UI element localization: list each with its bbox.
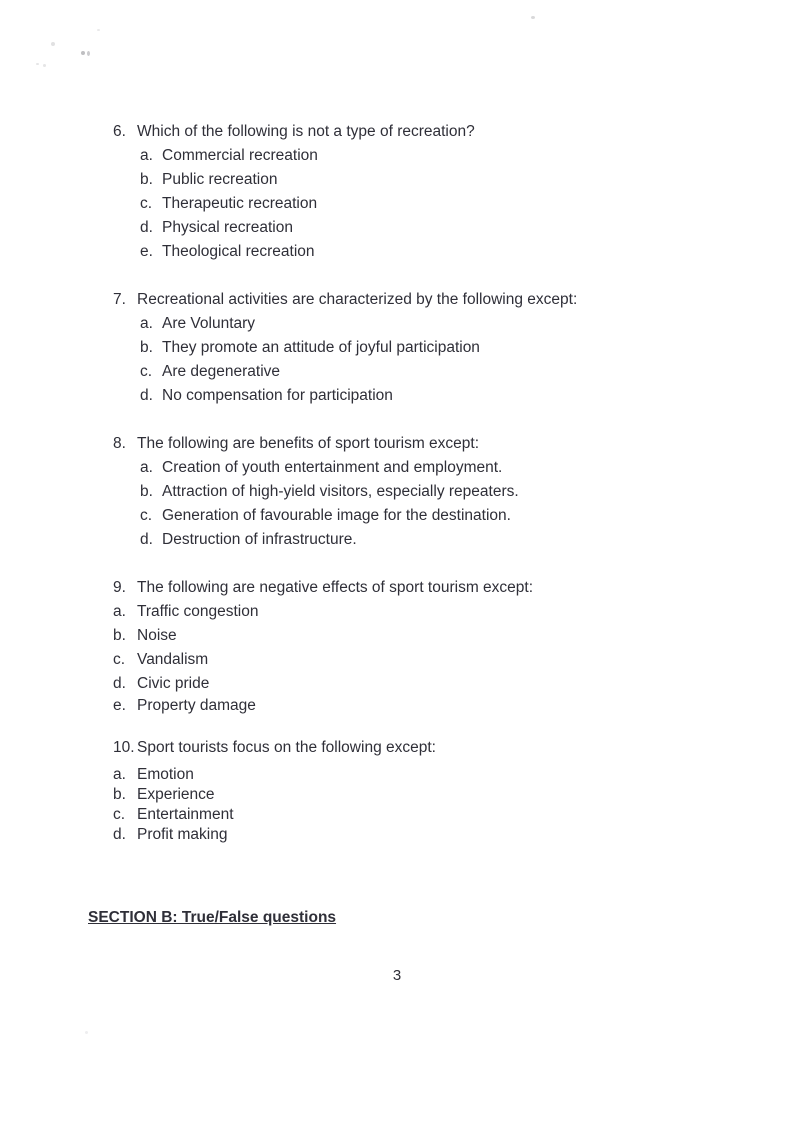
question-number: 8. xyxy=(113,435,126,452)
scan-artifact xyxy=(87,51,90,56)
option-text: Property damage xyxy=(137,697,256,714)
option-text: Noise xyxy=(137,627,177,644)
options-list xyxy=(140,312,743,408)
question-text: Sport tourists focus on the following except: xyxy=(137,739,436,756)
option-text: Generation of favourable image for the destination. xyxy=(162,507,511,524)
options-list xyxy=(140,456,743,552)
page-number: 3 xyxy=(392,967,402,984)
question-10 xyxy=(113,736,743,845)
question-number: 10. xyxy=(113,739,135,756)
option xyxy=(140,192,743,216)
option-label: e. xyxy=(140,243,153,260)
question-text: The following are benefits of sport tourism except: xyxy=(137,435,480,452)
option xyxy=(113,696,743,716)
option-label: c. xyxy=(113,806,126,823)
option-text: Entertainment xyxy=(137,806,234,823)
option-label: c. xyxy=(140,195,153,212)
scan-artifact xyxy=(97,29,100,31)
option xyxy=(140,480,743,504)
scan-artifact xyxy=(36,63,39,65)
option xyxy=(140,216,743,240)
option-text: Profit making xyxy=(137,826,228,843)
option-text: Attraction of high-yield visitors, especially repeaters. xyxy=(162,483,519,500)
question-text: Which of the following is not a type of recreation? xyxy=(137,123,475,140)
option-text: Physical recreation xyxy=(162,219,293,236)
option-label: d. xyxy=(140,531,153,548)
option-text: They promote an attitude of joyful participation xyxy=(162,339,480,356)
option-label: a. xyxy=(140,459,153,476)
question-line xyxy=(113,120,743,144)
options-list xyxy=(113,765,743,845)
option xyxy=(113,624,743,648)
options-list xyxy=(113,600,743,716)
option-text: Destruction of infrastructure. xyxy=(162,531,357,548)
option-text: Experience xyxy=(137,786,215,803)
option-text: Are degenerative xyxy=(162,363,281,380)
scan-artifact xyxy=(43,64,46,67)
question-number: 6. xyxy=(113,123,126,140)
option xyxy=(113,672,743,696)
option-label: a. xyxy=(113,603,126,620)
question-line xyxy=(113,288,743,312)
option-label: c. xyxy=(140,363,153,380)
option xyxy=(140,456,743,480)
question-line xyxy=(113,432,743,456)
option-text: Commercial recreation xyxy=(162,147,318,164)
option xyxy=(140,168,743,192)
option xyxy=(140,336,743,360)
option-label: a. xyxy=(140,147,153,164)
option-text: Theological recreation xyxy=(162,243,315,260)
option-text: Civic pride xyxy=(137,675,210,692)
question-line xyxy=(113,576,743,600)
option-text: No compensation for participation xyxy=(162,387,393,404)
question-9 xyxy=(113,576,743,716)
option xyxy=(113,765,743,785)
option-label: c. xyxy=(140,507,153,524)
option-text: Therapeutic recreation xyxy=(162,195,318,212)
question-7 xyxy=(113,288,743,408)
scan-artifact xyxy=(531,16,535,19)
options-list xyxy=(140,144,743,264)
option-label: e. xyxy=(113,697,126,714)
option-label: d. xyxy=(140,387,153,404)
scan-artifact xyxy=(81,51,85,55)
option xyxy=(140,240,743,264)
option-label: a. xyxy=(140,315,153,332)
question-line xyxy=(113,736,743,760)
option-label: b. xyxy=(140,339,153,356)
question-text: The following are negative effects of sport tourism except: xyxy=(137,579,534,596)
option-label: c. xyxy=(113,651,126,668)
option-label: a. xyxy=(113,766,126,783)
option-label: b. xyxy=(113,786,126,803)
option-label: d. xyxy=(113,675,126,692)
option-label: d. xyxy=(113,826,126,843)
scan-artifact xyxy=(51,42,55,46)
option xyxy=(140,504,743,528)
option-text: Creation of youth entertainment and employment. xyxy=(162,459,503,476)
section-b-heading: SECTION B: True/False questions xyxy=(88,909,337,926)
option-label: b. xyxy=(140,483,153,500)
question-6 xyxy=(113,120,743,264)
option-label: b. xyxy=(113,627,126,644)
question-text: Recreational activities are characterized by the following except: xyxy=(137,291,578,308)
option-text: Vandalism xyxy=(137,651,209,668)
option-label: b. xyxy=(140,171,153,188)
option xyxy=(113,825,743,845)
option xyxy=(140,384,743,408)
option xyxy=(140,360,743,384)
option xyxy=(140,144,743,168)
option xyxy=(113,648,743,672)
option-label: d. xyxy=(140,219,153,236)
option-text: Traffic congestion xyxy=(137,603,259,620)
option xyxy=(140,528,743,552)
option xyxy=(113,600,743,624)
scan-artifact xyxy=(85,1031,88,1034)
option-text: Emotion xyxy=(137,766,194,783)
option xyxy=(140,312,743,336)
option-text: Public recreation xyxy=(162,171,278,188)
option xyxy=(113,805,743,825)
question-8 xyxy=(113,432,743,552)
exam-content xyxy=(88,120,743,930)
question-number: 7. xyxy=(113,291,126,308)
option xyxy=(113,785,743,805)
question-number: 9. xyxy=(113,579,126,596)
option-text: Are Voluntary xyxy=(162,315,256,332)
